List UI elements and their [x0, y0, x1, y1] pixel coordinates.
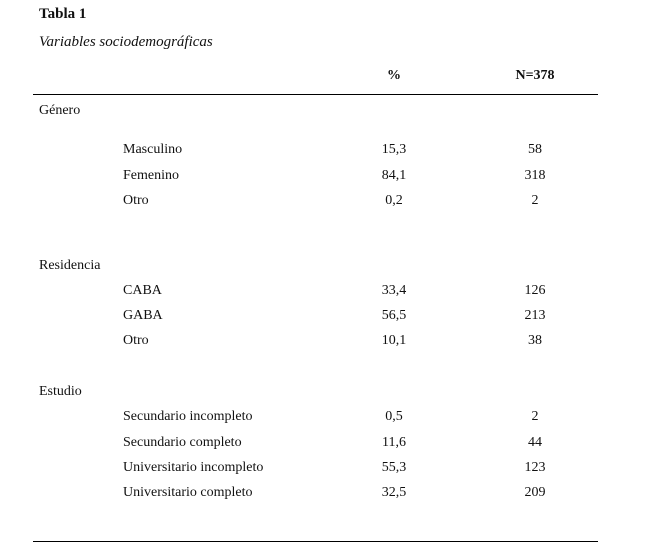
header-rule [33, 94, 598, 95]
row-label: Universitario completo [123, 485, 253, 500]
row-label: Secundario completo [123, 435, 242, 450]
row-label: Otro [123, 333, 149, 348]
row-label: CABA [123, 283, 162, 298]
row-n: 38 [528, 333, 542, 348]
group-label-estudio: Estudio [39, 384, 82, 399]
group-label-residencia: Residencia [39, 258, 101, 273]
row-n: 58 [528, 142, 542, 157]
table-title: Tabla 1 [39, 6, 87, 22]
row-percent: 11,6 [382, 435, 406, 450]
row-label: Otro [123, 193, 149, 208]
row-percent: 0,5 [385, 409, 403, 424]
row-percent: 15,3 [381, 142, 407, 157]
row-n: 123 [524, 460, 546, 475]
row-label: Femenino [123, 168, 179, 183]
row-percent: 10,1 [381, 333, 407, 348]
row-n: 44 [528, 435, 542, 450]
row-n: 213 [524, 308, 546, 323]
row-n: 126 [524, 283, 546, 298]
group-label-genero: Género [39, 103, 81, 118]
row-percent: 0,2 [385, 193, 403, 208]
column-header-n: N=378 [515, 68, 555, 83]
row-label: Universitario incompleto [123, 460, 264, 475]
row-percent: 84,1 [381, 168, 407, 183]
row-percent: 32,5 [381, 485, 407, 500]
row-n: 318 [524, 168, 546, 183]
bottom-rule [33, 541, 598, 542]
row-percent: 56,5 [381, 308, 407, 323]
row-n: 209 [524, 485, 546, 500]
row-n: 2 [531, 409, 539, 424]
row-percent: 55,3 [381, 460, 407, 475]
row-label: GABA [123, 308, 163, 323]
row-percent: 33,4 [381, 283, 407, 298]
row-n: 2 [531, 193, 539, 208]
row-label: Secundario incompleto [123, 409, 253, 424]
row-label: Masculino [123, 142, 183, 157]
table-subtitle: Variables sociodemográficas [39, 34, 213, 50]
column-header-percent: % [387, 68, 401, 83]
